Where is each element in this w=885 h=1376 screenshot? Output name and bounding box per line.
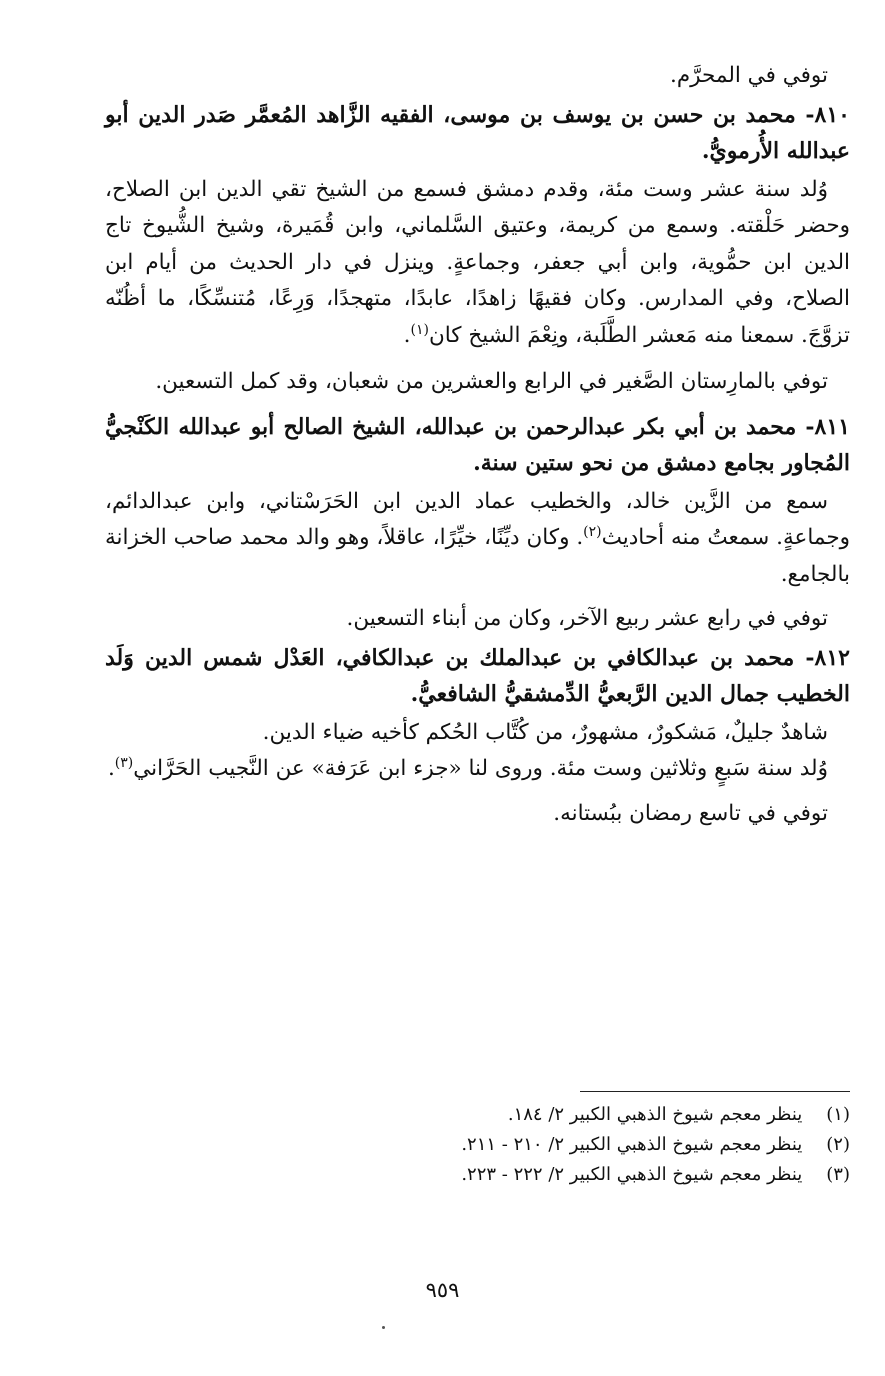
footnote-1 [105,1100,850,1130]
entry-810-text [105,172,850,355]
footnote-ref-3[interactable]: (٣) [114,754,134,771]
entry-812-death: توفي في تاسع رمضان ببُستانه. [553,800,828,826]
footnote-1-text: ينظر معجم شيوخ الذهبي الكبير ٢/ ١٨٤. [507,1104,803,1125]
entry-811-death: توفي في رابع عشر ربيع الآخر، وكان من أبناء التسعين. [346,606,828,631]
entry-811-text-main: سمع من الزَّين خالد، والخطيب عماد الدين ابن الحَرَسْتاني، وابن عبدالدائم، وجماعةٍ. سمعتُ منه أحاديث [105,488,850,550]
footnotes [105,1100,850,1190]
footnote-ref-1[interactable]: (١) [410,321,429,338]
entry-812-heading: ٨١٢- محمد بن عبدالكافي بن عبدالملك بن عبدالكافي، العَدْل شمس الدين وَلَد الخطيب جمال الدين الرَّبعيُّ الدِّمشقيُّ الشافعيُّ. [105,644,850,707]
entry-810-death: توفي بالمارِستان الصَّغير في الرابع والعشرين من شعبان، وقد كمل التسعين. [155,369,828,394]
entry-812-text-2-main: وُلد سنة سَبعٍ وثلاثين وست مئة. وروى لنا «جزء ابن عَرَفة» عن النَّجيب الحَرَّاني [133,756,828,781]
entry-812-text-2-end: . [107,756,115,781]
footnote-separator [580,1091,850,1092]
footnote-3-text: ينظر معجم شيوخ الذهبي الكبير ٢/ ٢٢٢ - ٢٢٣. [461,1164,803,1185]
print-speck [382,1326,385,1329]
entry-810-heading: ٨١٠- محمد بن حسن بن يوسف بن موسى، الفقيه الزَّاهد المُعمَّر صَدر الدين أبو عبدالله الأُرمويُّ. [105,101,850,164]
page-number: ٩٥٩ [425,1278,460,1302]
entry-811-text [105,484,850,594]
footnote-ref-2[interactable]: (٢) [583,523,602,540]
footnote-2-text: ينظر معجم شيوخ الذهبي الكبير ٢/ ٢١٠ - ٢١١. [461,1134,803,1155]
entry-812-text-1: شاهدٌ جليلٌ، مَشكورٌ، مشهورٌ، من كُتَّاب الحُكم كأخيه ضياء الدين. [262,719,828,745]
entry-811-text-end: . وكان ديِّنًا، خيِّرًا، عاقلاً، وهو والد محمد صاحب الخزانة بالجامع. [105,525,850,587]
entry-812-text-2 [105,751,850,788]
footnote-1-number: (١) [826,1104,850,1125]
footnote-3-number: (٣) [826,1164,850,1185]
entry-810-text-end: . [403,322,411,348]
page-body [105,58,850,1358]
footnote-2 [105,1130,850,1160]
paragraph-death-prev: توفي في المحرَّم. [670,63,828,88]
entry-810-text-main: وُلد سنة عشر وست مئة، وقدم دمشق فسمع من الشيخ تقي الدين ابن الصلاح، وحضر حَلْقته. وسمع من كريمة، وعتيق السَّلماني، وابن قُمَيرة، وشيخ الشُّيوخ تاج الدين ابن حمُّوية، وابن أبي جعفر، وجماعةٍ. وينزل في دار الحديث من أيام ابن الصلاح، وفي المدارس. وكان فقيهًا زاهدًا، عابدًا، متهجدًا، وَرِعًا، مُتنسِّكًا، ما أظُنّه تزوَّجَ. سمعنا منه مَعشر الطَّلَبة، ونِعْمَ الشيخ كان [105,176,850,348]
entry-811-heading: ٨١١- محمد بن أبي بكر عبدالرحمن بن عبدالله، الشيخ الصالح أبو عبدالله الكَنْجيُّ المُجاور بجامع دمشق من نحو ستين سنة. [105,413,850,476]
footnote-3 [105,1160,850,1190]
footnote-2-number: (٢) [826,1134,850,1155]
